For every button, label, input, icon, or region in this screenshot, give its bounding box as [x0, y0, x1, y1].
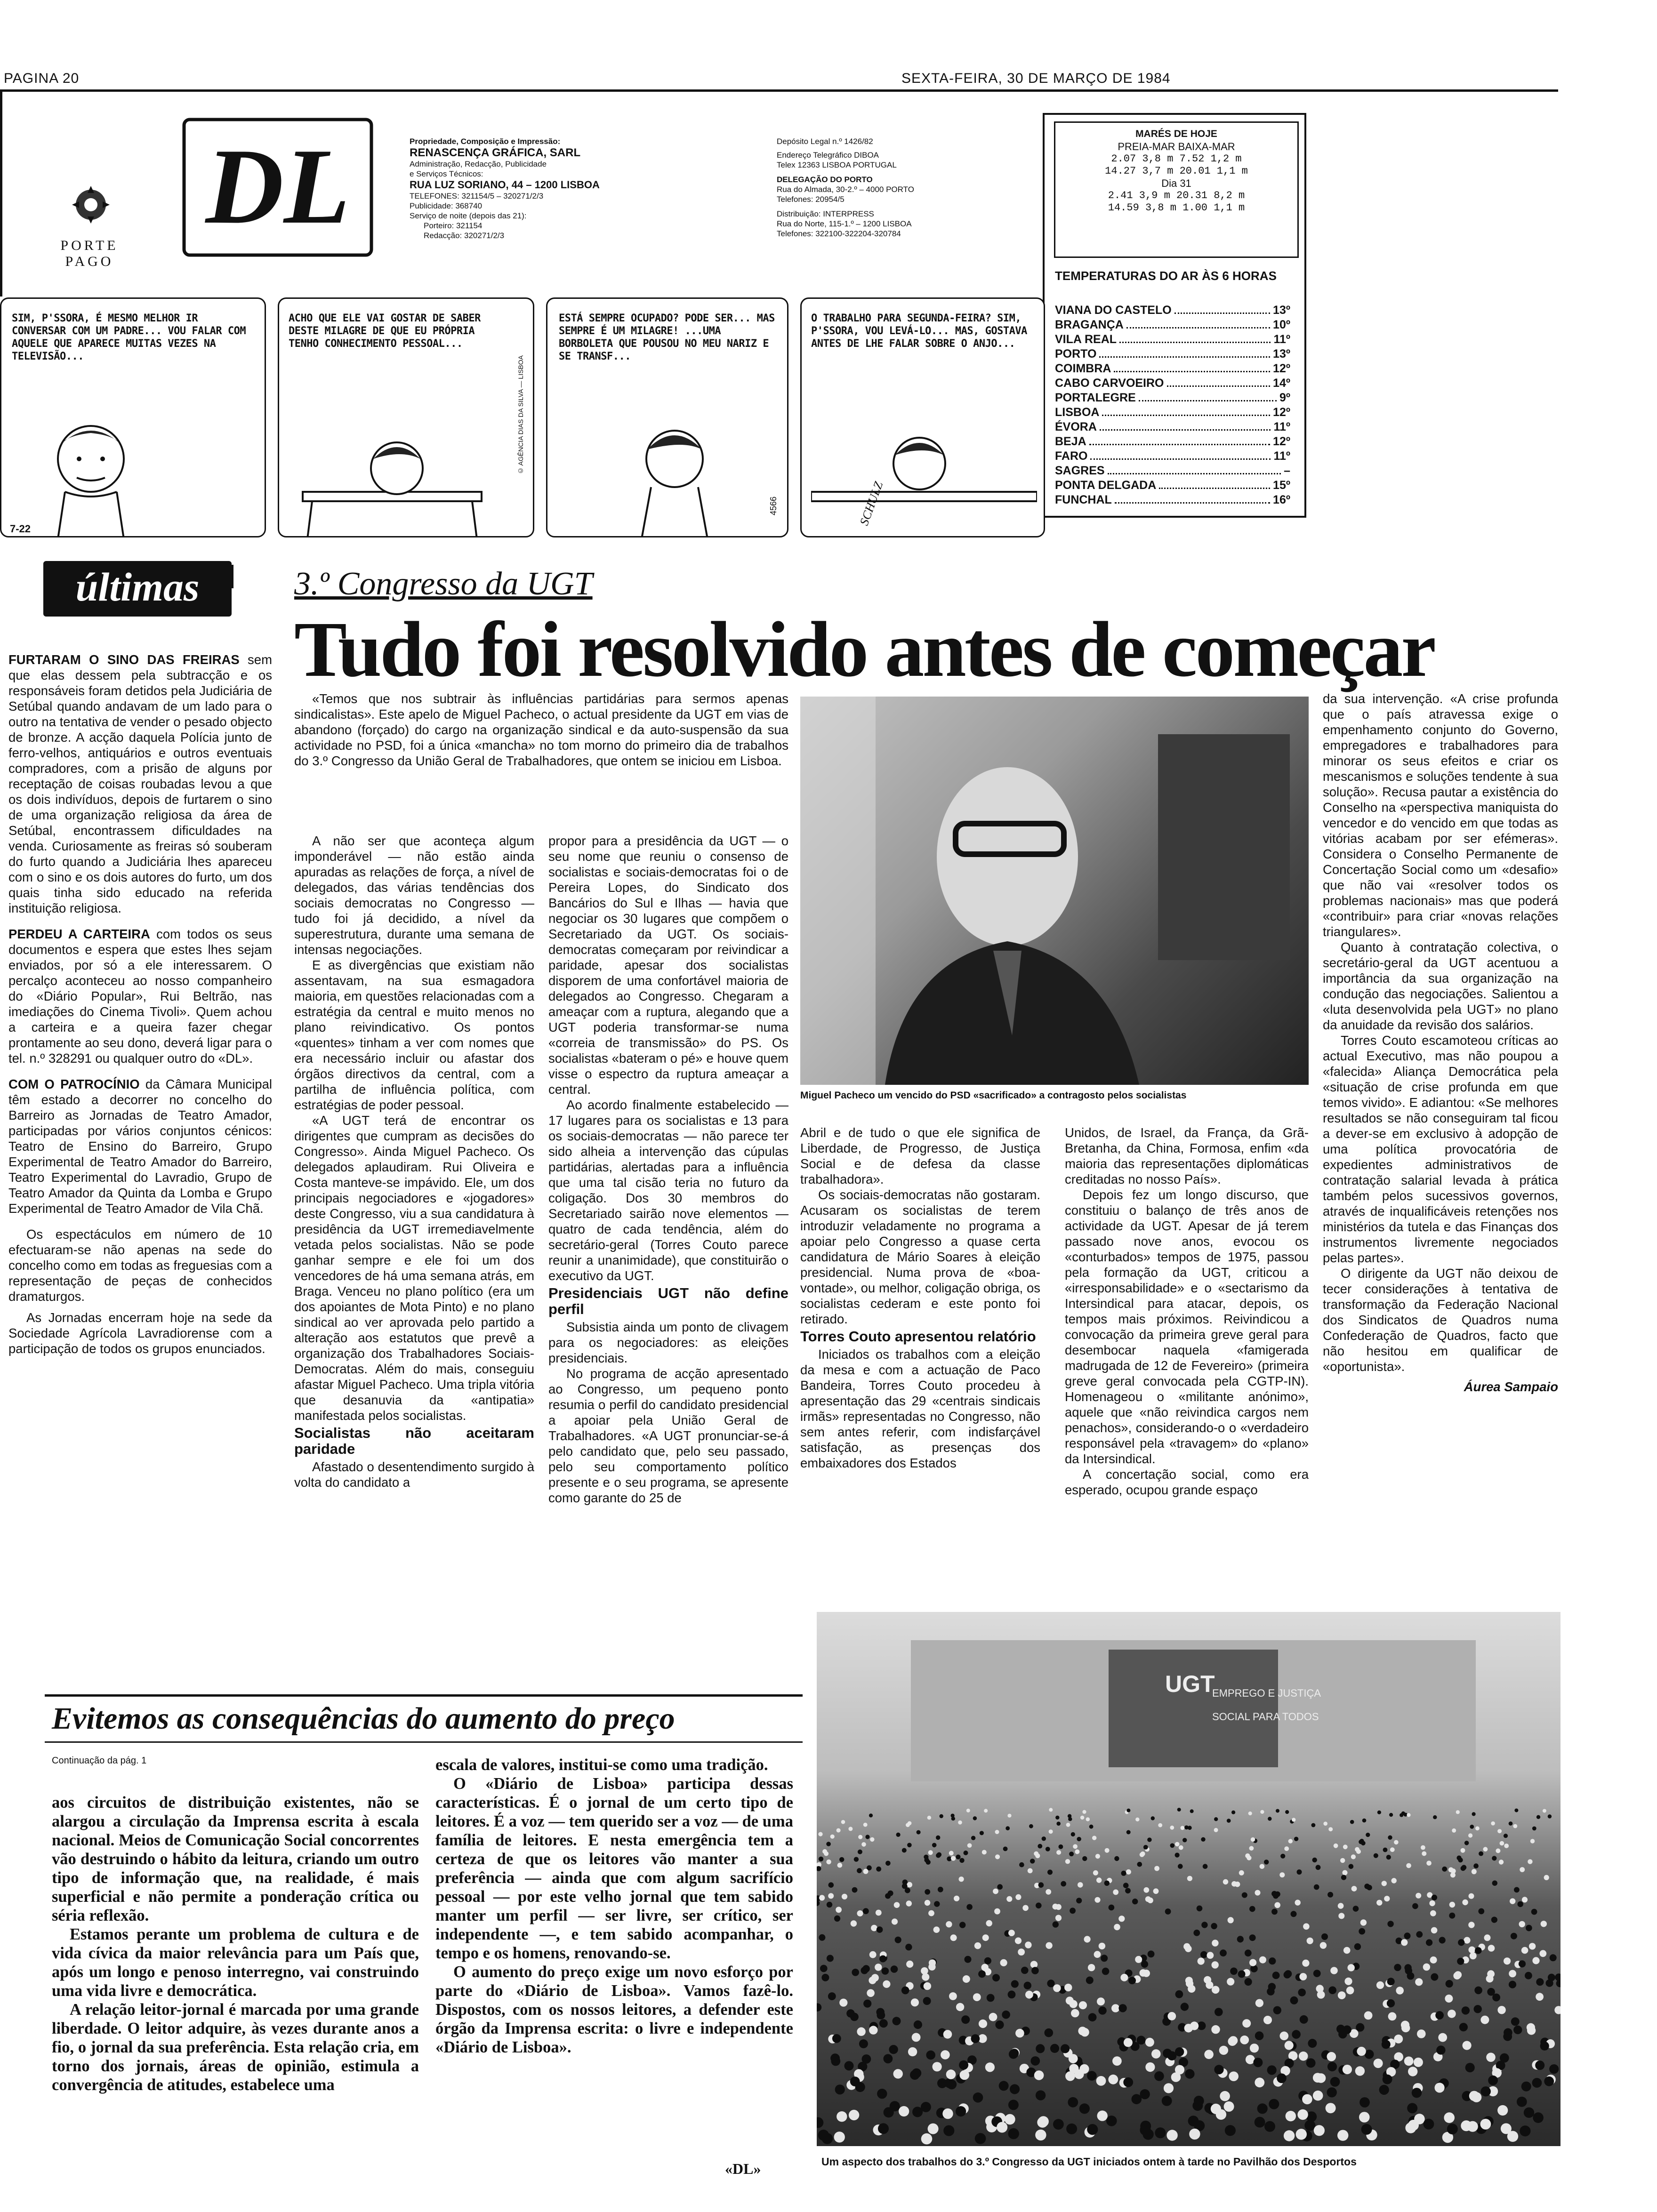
article-col-2: propor para a presidência da UGT — o seu nome que reuniu o consenso de socialistas e sociais-democratas foi o de Pereira Lopes, do Sindicato dos Bancários do Sul e Ilhas — havia que negociar os 30 lugares que compõem o Secretariado da UGT. Os sociais-democratas começaram por reivindicar a paridade, apesar dos socialistas disporem de uma confortável maioria de delegados ao Congresso. Chegaram a ameaçar com a ruptura, alegando que a UGT poderia transformar-se numa «correia de transmissão» do PS. Os socialistas «bateram o pé» e houve quem visse o espectro da ruptura ameaçar a central. Ao acordo finalmente estabelecido — 17 lugares para os socialistas e 13 para os sociais-democratas — não parece ter sido alheia a intervenção das cúpulas partidárias, alertadas para a influência que uma tal cisão teria no futuro da coligação. Dos 30 membros do Secretariado sairão nove elementos — quatro de cada tendência, além do secretário-geral (Torres Couto parece reunir a unanimidade), que constituirão o executivo da UGT. Presidenciais UGT não define perfil Subsistia ainda um ponto de clivagem para os negociadores: as eleições presidenciais. No programa de acção apresentado ao Congresso, um pequeno ponto resumia o perfil do candidato presidencial a apoiar pela União Geral de Trabalhadores. «A UGT pronunciar-se-á pelo candidato que, pelo seu passado, pelo seu comportamento político presente e o seu programa, se apresente como garante do 25 de	[548, 834, 788, 1505]
editorial-col-1: aos circuitos de distribuição existentes, não se alargou a circulação da Imprensa escrita à escala nacional. Meios de Comunicação Social concorrentes vão destruindo o hábito da leitura, criando um outro tipo de informação que, na realidade, é mais superficial e não permite a ponderação crítica ou séria reflexão. Estamos perante um problema de cultura e de vida cívica da maior relevância para um País que, após um longo e penoso interregno, vai construindo uma vida livre e democrática. A relação leitor-jornal é marcada por uma grande liberdade. O leitor adquire, às vezes durante anos a fio, o jornal da sua preferência. Esta relação cria, em torno dos jornais, áreas de opinião, estimula a convergência de atitudes, estabelece uma	[52, 1794, 419, 2094]
subhead-torres-couto: Torres Couto apresentou relatório	[800, 1328, 1036, 1345]
leader-dots	[1102, 405, 1270, 416]
temperatures-title: TEMPERATURAS DO AR ÀS 6 HORAS	[1055, 269, 1277, 283]
temperature-value: 12º	[1273, 362, 1290, 375]
leader-dots	[1099, 347, 1270, 358]
ultimas-label: últimas	[43, 561, 232, 617]
leader-dots	[1119, 332, 1271, 343]
legal-block: Depósito Legal n.º 1426/82 Endereço Telegráfico DIBOA Telex 12363 LISBOA PORTUGAL DELEGAÇÃO DO PORTO Rua do Almada, 30-2.º – 4000 PORTO Telefones: 20954/5 Distribuição: INTERPRESS Rua do Norte, 115-1.º – 1200 LISBOA Telefones: 322100-322204-320784	[777, 137, 914, 238]
postal-crest-icon	[70, 184, 112, 226]
miguel-pacheco-photo	[800, 697, 1309, 1085]
leader-dots	[1090, 449, 1271, 460]
article-kicker: 3.º Congresso da UGT	[294, 566, 593, 602]
temperature-row	[1055, 318, 1290, 332]
comic-panel-1: SIM, P'SSORA, É MESMO MELHOR IR CONVERSAR COM UM PADRE... VOU FALAR COM AQUELE QUE APARECE MUITAS VEZES NA TELEVISÃO... 7-22	[0, 297, 266, 537]
temperature-value: 16º	[1273, 493, 1290, 506]
city-name: VILA REAL	[1055, 333, 1117, 346]
temperature-row	[1055, 420, 1290, 434]
masthead-left-rule	[0, 89, 2, 297]
city-name: LISBOA	[1055, 406, 1100, 419]
city-name: BEJA	[1055, 435, 1086, 448]
leader-dots	[1089, 434, 1270, 445]
comic-panel-2: ACHO QUE ELE VAI GOSTAR DE SABER DESTE MILAGRE DE QUE EU PRÓPRIA TENHO CONHECIMENTO PESSOAL... © AGÊNCIA DIAS DA SILVA — LISBOA	[278, 297, 534, 537]
city-name: COIMBRA	[1055, 362, 1111, 375]
leader-dots	[1167, 376, 1271, 387]
city-name: FUNCHAL	[1055, 493, 1112, 506]
editorial-top-rule	[45, 1694, 803, 1697]
temperature-row	[1055, 376, 1290, 391]
leader-dots	[1159, 478, 1270, 489]
continuation-note: Continuação da pág. 1	[52, 1755, 147, 1766]
temperature-value: 10º	[1273, 318, 1290, 331]
temperature-value: 12º	[1273, 435, 1290, 448]
temperature-row	[1055, 361, 1290, 376]
briefs-column: FURTARAM O SINO DAS FREIRAS sem que elas dessem pela subtracção e os responsáveis foram detidos pela Judiciária de Setúbal quando andavam de um lado para o outro na tentativa de vender o pesado objecto de bronze. A acção daquela Polícia junto de ferro-velhos, antiquários e outros eventuais compradores, com a prisão de alguns por receptação de coisas roubadas levou a que os dois indivíduos, depois de furtarem o sino de uma organização religiosa da área de Setúbal, encontrassem dificuldades na venda. Curiosamente as freiras só souberam do furto quando a Judiciária lhes apareceu com o sino e os dois autores do furto, um dos quais tinha sido educado na referida instituição religiosa. PERDEU A CARTEIRA com todos os seus documentos e espera que estes lhes sejam enviados, por só a ele interessarem. O percalço aconteceu ao nosso companheiro do «Diário Popular», Rui Beltrão, nas imediações do Cinema Tivoli». Quem achou a carteira e a queira fazer chegar prontamente ao seu dono, deverá ligar para o tel. n.º 328291 ou qualquer outro do «DL». COM O PATROCÍNIO da Câmara Municipal têm estado a decorrer no concelho do Barreiro as Jornadas de Teatro Amador, participadas por vários conjuntos cénicos: Teatro de Ensino do Barreiro, Grupo Experimental de Teatro Amador do Barreiro, Teatro Experimental do Lavradio, Grupo de Teatro Amador da Quinta da Lomba e Grupo Experimental de Teatro Amador de Vila Chã. Os espectáculos em número de 10 efectuaram-se não apenas na sede do concelho como em todas as freguesias com a representação de peças de conhecidos dramaturgos. As Jornadas encerram hoje na sede da Sociedade Agrícola Lavradiorense com a participação de todos os grupos enunciados.	[8, 652, 273, 1356]
temperature-row	[1055, 391, 1290, 405]
leader-dots	[1174, 303, 1270, 314]
article-col-4: Unidos, de Israel, da França, da Grã-Bretanha, da China, Formosa, enfim «da maioria das representações diplomáticas creditadas no nosso País». Depois fez um longo discurso, que constituiu o balanço de três anos de actividade da UGT. Apesar de já terem passado nove anos, evocou os «conturbados» tempos de 1975, passou pela formação da UGT, criticou a «irresponsabilidade» e o «sectarismo da Intersindical para atacar, depois, os tempos mais próximos. Reivindicou a convocação da primeira greve geral para desembocar naquela «famigerada madrugada de 12 de Fevereiro» (primeira greve geral convocada pela CGTP-IN). Homenageou o «militante anónimo», aquele que «não reivindica cargos nem penachos», considerando-o o «verdadeiro responsável pela «travagem» do «plano» da Intersindical. A concertação social, como era esperado, ocupou grande espaço	[1065, 1125, 1309, 1497]
leader-dots	[1100, 420, 1271, 431]
leader-dots	[1139, 391, 1277, 401]
leader-dots	[1114, 361, 1270, 372]
tides-box: MARÉS DE HOJE PREIA-MAR BAIXA-MAR 2.07 3,8 m 7.52 1,2 m 14.27 3,7 m 20.01 1,1 m Dia 31 2.41 3,9 m 20.31 8,2 m 14.59 3,8 m 1.00 1,1 m	[1054, 121, 1299, 258]
page-number: PAGINA 20	[4, 71, 80, 86]
temperature-value: 12º	[1273, 406, 1290, 419]
subhead-socialistas: Socialistas não aceitaram paridade	[294, 1425, 534, 1457]
temperature-value: 11º	[1273, 449, 1290, 463]
comic-strip	[0, 297, 1045, 540]
temperature-value: 9º	[1279, 391, 1290, 404]
city-name: BRAGANÇA	[1055, 318, 1124, 331]
hall-photo-caption: Um aspecto dos trabalhos do 3.º Congresso da UGT iniciados ontem à tarde no Pavilhão dos Desportos	[821, 2156, 1357, 2168]
congress-hall-photo	[817, 1612, 1560, 2146]
banner-slogan-1: EMPREGO E JUSTIÇA	[1212, 1687, 1321, 1699]
temperature-row	[1055, 303, 1290, 318]
temperature-value: 11º	[1273, 333, 1290, 346]
page-date: SEXTA-FEIRA, 30 DE MARÇO DE 1984	[901, 71, 1171, 86]
leader-dots	[1126, 318, 1270, 329]
temperature-row	[1055, 434, 1290, 449]
city-name: PORTO	[1055, 347, 1097, 361]
peppermint-patty-figure	[20, 407, 161, 537]
leader-dots	[1108, 464, 1281, 474]
temperature-value: 13º	[1273, 347, 1290, 361]
ultimas-rule	[231, 565, 233, 588]
weather-box	[1043, 113, 1306, 518]
article-headline: Tudo foi resolvido antes de começar	[294, 606, 1434, 693]
ugt-banner: UGT	[1165, 1671, 1215, 1697]
schulz-signature: SCHULZ	[857, 480, 886, 528]
article-byline: Áurea Sampaio	[1464, 1379, 1558, 1394]
temperature-row	[1055, 449, 1290, 464]
temperature-row	[1055, 464, 1290, 478]
article-col-3: Abril e de tudo o que ele significa de Liberdade, de Progresso, de Justiça Social e de defesa da classe trabalhadora». Os sociais-democratas não gostaram. Acusaram os socialistas de terem introduzir veladamente no programa a apoiar pelo Congresso a quase certa candidatura de Mário Soares à eleição presidencial. Numa prova de «boa-vontade», ou melhor, coligação obriga, os socialistas cederam e este ponto foi retirado. Torres Couto apresentou relatório Iniciados os trabalhos com a eleição da mesa e com a actuação de Paco Bandeira, Torres Couto procedeu à apresentação das 29 «centrais sindicais irmãs» representadas no Congresso, não sem antes referir, com indisfarçável satisfação, as presenças dos embaixadores dos Estados	[800, 1125, 1040, 1470]
header-rule	[0, 89, 1558, 92]
temperature-row	[1055, 493, 1290, 507]
banner-slogan-2: SOCIAL PARA TODOS	[1212, 1711, 1319, 1723]
temperature-value: –	[1284, 464, 1290, 477]
delegates-crowd	[817, 1808, 1560, 2144]
photo-caption: Miguel Pacheco um vencido do PSD «sacrificado» a contragosto pelos socialistas	[800, 1090, 1187, 1101]
editorial-rule	[45, 1741, 803, 1743]
temperatures-list	[1055, 303, 1290, 507]
temperature-value: 11º	[1273, 420, 1290, 433]
article-col-1: A não ser que aconteça algum imponderável — não estão ainda apuradas as relações de força, a nível de delegados, das várias tendências dos sociais democratas no Congresso — tudo foi já decidido, a nível da superestrutura, durante uma semana de intensas negociações. E as divergências que existiam não assentavam, na sua esmagadora maioria, em questões relacionadas com a estratégia da central e muito menos no plano reivindicativo. Os pontos «quentes» tinham a ver com nomes que era necessário incluir ou afastar dos órgãos directivos da central, com a partilha de influência política, com estratégias de poder pessoal. «A UGT terá de encontrar os dirigentes que cumpram as decisões do Congresso». Ainda Miguel Pacheco. Os delegados aplaudiram. Rui Oliveira e Costa manteve-se impávido. Ele, um dos principais negociadores e «jogadores» deste Congresso, viu a sua candidatura à presidência da UGT irremediavelmente vetada pelos socialistas. Não se pode ganhar sempre e ele foi um dos vencedores de há uma semana atrás, em Braga. Venceu no plano político (era um dos apoiantes de Mota Pinto) e no plano sindical ao ver aprovada pelo partido a alteração aos estatutos que prevê a organização dos Trabalhadores Sociais-Democratas. Além do mais, conseguiu afastar Miguel Pacheco. Uma tripla vitória que desanuvia da «antipatia» manifestada pelos socialistas. Socialistas não aceitaram paridade Afastado o desentendimento surgido à volta do candidato a	[294, 834, 534, 1490]
article-intro: «Temos que nos subtrair às influências partidárias para sermos apenas sindicalistas». Este apelo de Miguel Pacheco, o actual presidente da UGT em vias de abandono (forçado) do cargo na organização sindical e da auto-suspensão da sua actividade no PSD, foi a única «mancha» no tom morno do primeiro dia de trabalhos do 3.º Congresso da União Geral de Trabalhadores, que ontem se iniciou em Lisboa.	[294, 691, 788, 768]
temperature-row	[1055, 405, 1290, 420]
temperature-row	[1055, 478, 1290, 493]
svg-text:DL: DL	[205, 126, 350, 246]
city-name: PORTALEGRE	[1055, 391, 1136, 404]
porte-pago: PORTE PAGO	[60, 238, 119, 269]
editorial-signature: «DL»	[725, 2160, 761, 2177]
temperature-value: 13º	[1273, 304, 1290, 317]
article-col-5: da sua intervenção. «A crise profunda que o país atravessa exige o empenhamento conjunto do Governo, empregadores e trabalhadores para minorar os seus efeitos e criar os mescanismos e soluções tendente à sua solução». Recusa pautar a existência do Conselho na «perspectiva maniquista do vencedor e do vencido em que todas as vitórias acabam por ser efémeras». Considera o Conselho Permanente de Concertação Social como um «desafio» que não vai «resolver todos os problemas nacionais» mas que poderá «contribuir» para criar «novas relações triangulares». Quanto à contratação colectiva, o secretário-geral da UGT acentuou a importância da sua organização na condução das negociações. Salientou a «luta desenvolvida pela UGT» no plano da anuidade da revisão dos salários. Torres Couto escamoteou críticas ao actual Executivo, mas não poupou a «falecida» Aliança Democrática pela «situação de crise profunda em que temos vivido». E adiantou: «Se melhores resultados se não conseguiram tal ficou a dever-se em exclusivo à adopção de uma política provocatória de expedientes administrativos de contratação salarial levada à prática também pelos sucessivos governos, através de inqualificáveis retenções nos ministérios da tutela e das Finanças dos instrumentos livremente negociados pelas partes». O dirigente da UGT não deixou de tecer considerações à tentativa de transformação da Federação Nacional dos Sindicatos de Quadros numa Confederação de Quadros, facto que não hesitou em qualificar de «oportunista». Áurea Sampaio	[1323, 691, 1558, 1394]
owner-block: Propriedade, Composição e Impressão: RENASCENÇA GRÁFICA, SARL Administração, Redacção, Publicidade e Serviços Técnicos: RUA LUZ SORIANO, 44 – 1200 LISBOA TELEFONES: 321154/5 – 320271/2/3 Publicidade: 368740 Serviço de noite (depois das 21): Porteiro: 321154 Redacção: 320271/2/3	[410, 137, 600, 240]
city-name: PONTA DELGADA	[1055, 479, 1157, 492]
subhead-presidenciais: Presidenciais UGT não define perfil	[548, 1285, 788, 1317]
temperature-row	[1055, 347, 1290, 361]
editorial-col-2: escala de valores, institui-se como uma tradição. O «Diário de Lisboa» participa dessas características. É o jornal de um certo tipo de leitores. É a voz — tem querido ser a voz — de uma família de leitores. E nesta emergência tem a certeza de que os leitores vão manter a sua preferência — ainda que com algum sacrifício pessoal — por este velho jornal que tem sabido manter um perfil — ser livre, ser crítico, ser independente —, e tem sabido acompanhar, o tempo e os homens, renovando-se. O aumento do preço exige um novo esforço por parte do «Diário de Lisboa». Vamos fazê-lo. Dispostos, com os nossos leitores, a defender este órgão da Imprensa escrita: o livre e independente «Diário de Lisboa».	[435, 1756, 793, 2056]
temperature-value: 14º	[1273, 377, 1290, 390]
city-name: FARO	[1055, 449, 1088, 463]
temperature-value: 15º	[1273, 479, 1290, 492]
comic-panel-4: O TRABALHO PARA SEGUNDA-FEIRA? SIM, P'SSORA, VOU LEVÁ-LO... MAS, GOSTAVA ANTES DE LHE FALAR SOBRE O ANJO... SCHULZ	[800, 297, 1045, 537]
city-name: SAGRES	[1055, 464, 1105, 477]
editorial-headline: Evitemos as consequências do aumento do preço	[52, 1701, 675, 1736]
city-name: CABO CARVOEIRO	[1055, 377, 1164, 390]
leader-dots	[1115, 493, 1270, 504]
temperature-row	[1055, 332, 1290, 347]
comic-panel-3: ESTÁ SEMPRE OCUPADO? PODE SER... MAS SEMPRE É UM MILAGRE! ...UMA BORBOLETA QUE POUSOU NO MEU NARIZ E SE TRANSF... 4566	[546, 297, 788, 537]
city-name: VIANA DO CASTELO	[1055, 304, 1172, 317]
city-name: ÉVORA	[1055, 420, 1097, 433]
dl-logo	[181, 117, 374, 258]
